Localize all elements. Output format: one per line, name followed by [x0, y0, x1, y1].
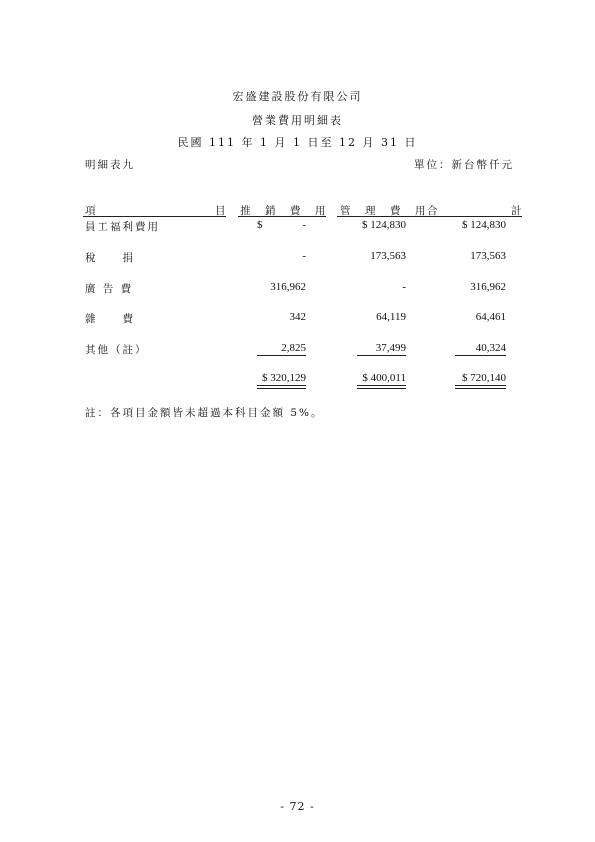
total-value: 40,324: [475, 342, 506, 354]
admin-value: $ 124,830: [362, 219, 406, 231]
schedule-label: 明細表九: [85, 159, 135, 171]
total-double-rule-total-1: [455, 385, 506, 386]
report-title: 營業費用明細表: [252, 114, 343, 127]
header-rule-selling: [238, 216, 326, 217]
admin-value: 64,119: [376, 311, 406, 323]
grand-total: $ 720,140: [462, 372, 506, 384]
company-name: 宏盛建設股份有限公司: [232, 90, 363, 103]
admin-value: -: [402, 281, 406, 293]
header-rule-total: [425, 216, 522, 217]
total-double-rule-selling-1: [257, 385, 306, 386]
header-selling-expenses: 推 銷 費 用: [240, 205, 328, 217]
header-admin-expenses: 管 理 費 用: [340, 205, 428, 217]
row-label: 廣 告 費: [85, 283, 134, 295]
row-label: 稅 捐: [85, 252, 135, 264]
selling-total: $ 320,129: [262, 372, 306, 384]
total-value: $ 124,830: [462, 219, 506, 231]
subtotal-rule-selling: [257, 355, 306, 356]
admin-value: 37,499: [375, 342, 406, 354]
total-value: 64,461: [475, 311, 506, 323]
total-double-rule-total-2: [455, 388, 506, 389]
total-double-rule-admin-2: [357, 388, 406, 389]
selling-value: -: [302, 250, 306, 262]
total-value: 173,563: [470, 250, 506, 262]
header-total-char2: 計: [511, 205, 524, 217]
header-rule-item: [83, 216, 226, 217]
selling-value: 316,962: [270, 281, 306, 293]
subtotal-rule-total: [455, 355, 506, 356]
total-double-rule-admin-1: [357, 385, 406, 386]
header-total-char1: 合: [427, 205, 440, 217]
selling-value: 342: [289, 311, 306, 323]
total-double-rule-selling-2: [257, 388, 306, 389]
footnote: 註：各項目金額皆未超過本科目金額 5%。: [85, 407, 324, 419]
header-item: 項: [85, 205, 98, 217]
unit-label: 單位：新台幣仟元: [414, 159, 514, 171]
selling-currency-symbol: $: [257, 219, 263, 231]
page-number: - 72 -: [280, 800, 315, 813]
admin-value: 173,563: [370, 250, 406, 262]
row-label: 員工福利費用: [85, 221, 160, 233]
header-item-end: 目: [215, 205, 228, 217]
selling-value: -: [302, 219, 306, 231]
total-value: 316,962: [470, 281, 506, 293]
selling-value: 2,825: [281, 342, 306, 354]
subtotal-rule-admin: [357, 355, 406, 356]
admin-total: $ 400,011: [362, 372, 406, 384]
report-period: 民國 111 年 1 月 1 日至 12 月 31 日: [177, 136, 418, 149]
row-label: 其他（註）: [85, 344, 148, 356]
header-rule-admin: [337, 216, 425, 217]
row-label: 雜 費: [85, 313, 135, 325]
